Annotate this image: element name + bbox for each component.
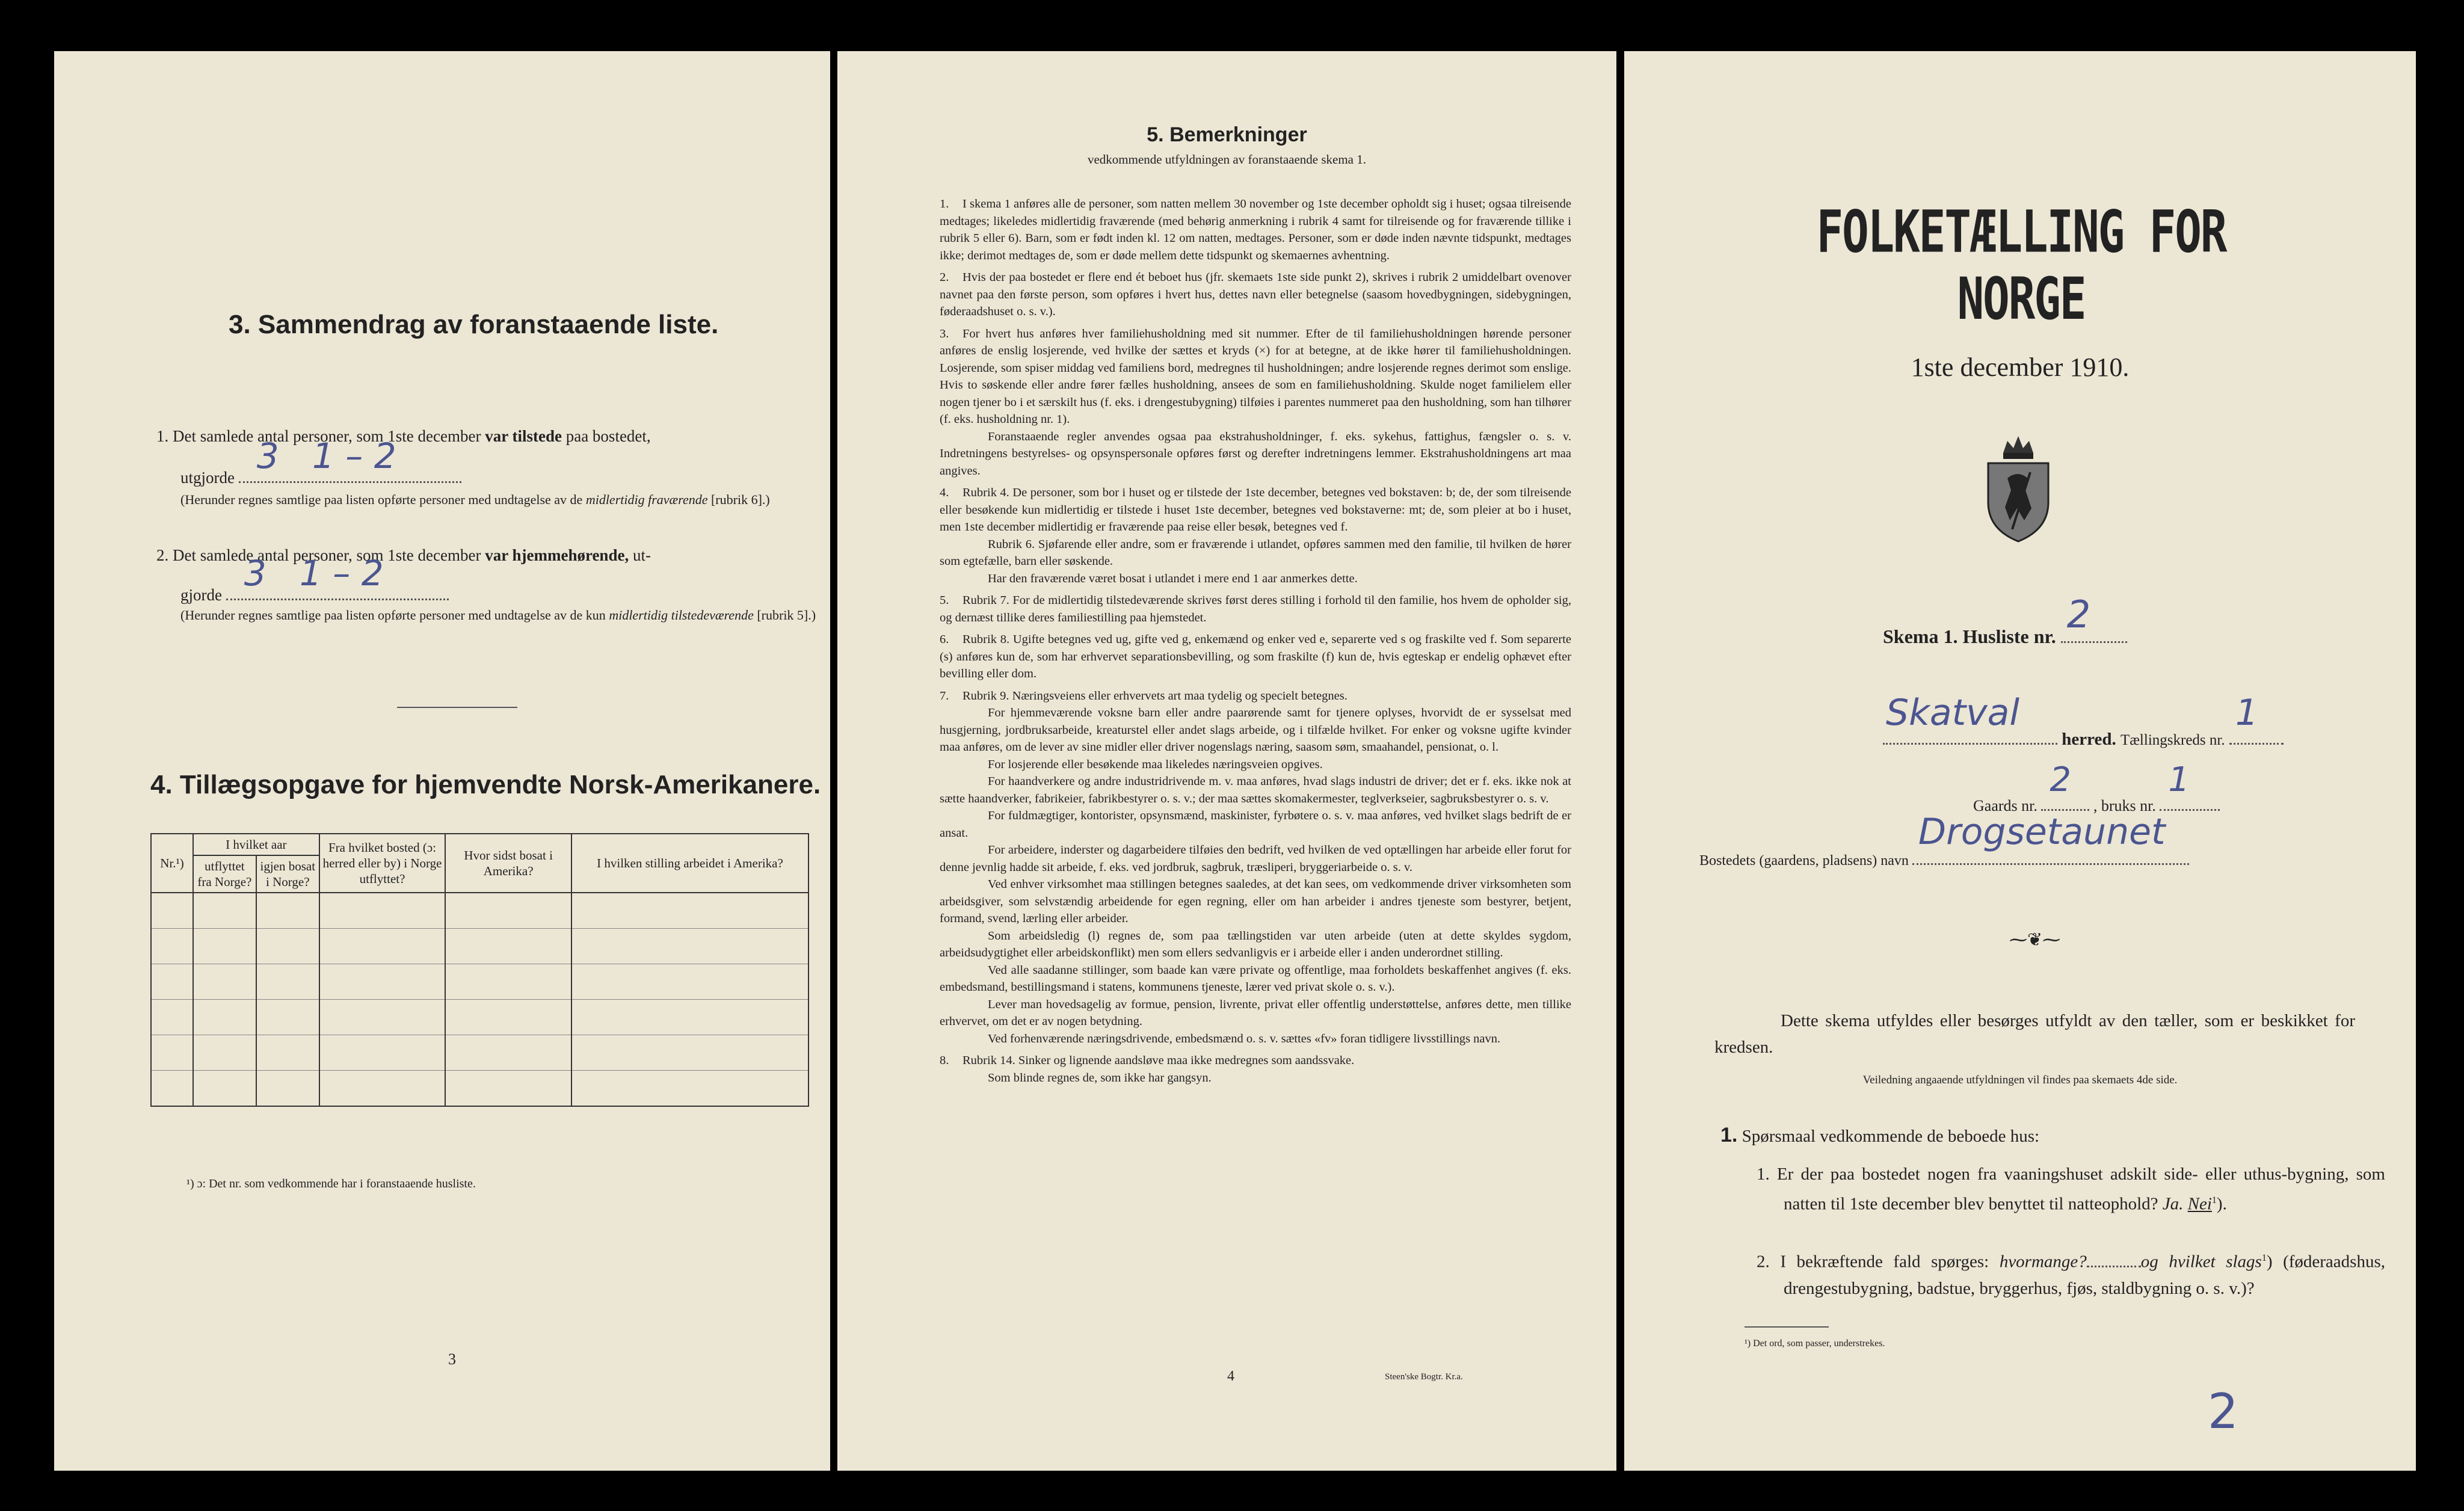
table-row: [151, 964, 808, 1000]
col-stilling: I hvilken stilling arbeidet i Amerika?: [571, 834, 808, 893]
herred-line: Skatval herred. Tællingskreds nr. 1: [1883, 719, 2364, 754]
skema-line: Skema 1. Husliste nr. 2: [1883, 620, 2127, 650]
questions-heading: 1. Spørsmaal vedkommende de beboede hus:: [1720, 1124, 2040, 1146]
page-number: 3: [448, 1350, 456, 1368]
section5-subtitle: vedkommende utfyldningen av foranstaaende skema 1.: [1087, 152, 1366, 167]
remark-item: For hjemmeværende voksne barn eller andre paarørende samt for tjenere oplyses, hvorvidt de er sysselsat med husgjerning, jordbruksarbeide, kreaturstel eller andet slags arbeide, og i tilfælde hvilket. For enker og voksne ugifte kvinder maa anføres, om de lever av sine midler eller driver nogenslags næring, saasom søm, smaahandel, pensionat, o. l.: [940, 706, 1571, 754]
section3-title: 3. Sammendrag av foranstaaende liste.: [229, 310, 719, 339]
table-row: [151, 929, 808, 964]
husliste-nr-value: 2: [2066, 592, 2091, 636]
page-number: 4: [1227, 1368, 1234, 1384]
table-row: [151, 1035, 808, 1071]
norsk-amerikanere-table: [150, 833, 809, 1107]
remark-item: 1. I skema 1 anføres alle de personer, som natten mellem 30 november og 1ste december opholdt sig i huset; ogsaa tilreisende medtages; likeledes midlertidig fraværende (med behørig anmerkning i rubrik 4 samt for tilreisende og for fraværende tillike i rubrik 5 eller 6). Barn, som er født inden kl. 12 om natten, medtages. Personer, som er døde inden nævnte tidspunkt, medtages ikke; derimot medtages de, som er døde mellem dette tidspunkt og skemaernes avhentning.: [940, 197, 1571, 262]
page-right: [1624, 51, 2416, 1471]
item1-handwritten-count: 3 1 – 2: [256, 435, 396, 476]
remark-item: Har den fraværende været bosat i utlandet i mere end 1 aar anmerkes dette.: [988, 571, 1358, 585]
item1: 1. Det samlede antal personer, som 1ste december var tilstede paa bostedet,: [156, 427, 651, 445]
footnote: ¹) Det ord, som passer, understrekes.: [1745, 1338, 1885, 1349]
census-date: 1ste december 1910.: [1911, 352, 2130, 382]
census-title: FOLKETÆLLING FOR NORGE: [1816, 198, 2226, 333]
herred-value: Skatval: [1886, 692, 2020, 734]
coat-of-arms-icon: [1976, 430, 2060, 544]
question-2: 2. I bekræftende fald spørges: hvormange? og hvilket slags$^1$) (føderaadshus, drengestubygning, badstue, bryggerhus, fjøs, staldbygning o. s. v.)?: [1757, 1252, 2386, 1298]
remark-item: Ved alle saadanne stillinger, som baade kan være private og offentlige, maa forholdets beskaffenhet angives (f. eks. embedsmand, bestillingsmand i statens, kommunens tjeneste, lærer ved privat skole o. s. v.).: [940, 963, 1571, 994]
remark-item: Som arbeidsledig (l) regnes de, som paa tællingstiden var uten arbeide (uten at dette skyldes sygdom, arbeidsudygtighet eller arbeidskonflikt) men som ellers sedvanligvis er i arbeide eller i anden underordnet stilling.: [940, 929, 1571, 959]
item2-handwritten-count: 3 1 – 2: [244, 553, 384, 594]
remarks-list: [940, 195, 1571, 1086]
item1-utgjorde: utgjorde 3 1 – 2: [180, 457, 602, 490]
remark-item: 4. Rubrik 4. De personer, som bor i huset og er tilstede der 1ste december, betegnes ved bokstaven: b; de, der som tilreisende eller besøkende kun midlertidig er tilstede i huset 1ste december, betegnes ved bokstaverne: mt; de, som pleier at bo i huset, men 1ste december midlertidig er fraværende paa reise eller besøk, betegnes ved f.: [940, 486, 1571, 534]
remark-item: 8. Rubrik 14. Sinker og lignende aandsløve maa ikke medregnes som aandssvake.: [940, 1054, 1355, 1067]
item1-note: (Herunder regnes samtlige paa listen opførte personer med undtagelse av de midlertidig fraværende [rubrik 6].): [180, 492, 770, 507]
bosted-line: Bostedets (gaardens, pladsens) navn Drogsetaunet: [1699, 839, 2361, 874]
question-1: 1. Er der paa bostedet nogen fra vaaningshuset adskilt side- eller uthus-bygning, som natten til 1ste december blev benyttet til natteophold? Ja. Nei$^1$).: [1757, 1165, 2385, 1214]
section5-title: 5. Bemerkninger: [1147, 123, 1307, 146]
remark-item: 6. Rubrik 8. Ugifte betegnes ved ug, gifte ved g, enkemænd og enker ved e, separerte ved s og fraskilte ved f. Som separerte (s) anføres kun de, som har erhvervet separationsbevilling, og som fraskilte (f) kun de, hvis egteskap er endelig ophævet efter bevilling eller dom.: [940, 633, 1571, 680]
col-igjen: igjen bosat i Norge?: [256, 855, 319, 893]
remark-item: 3. For hvert hus anføres hver familiehusholdning med sit nummer. Efter de til familiehusholdningen hørende personer anføres de enslig losjerende, ved hvilke der sættes et kryds (×) for at betegne, at de ikke hører til familiehusholdningen. Losjerende, som spiser middag ved familiens bord, medregnes til husholdningen; andre losjerende regnes derimot som enslige. Hvis to søskende eller andre fører fælles husholdning, ansees de som en familiehusholdning. Skulde noget familielem eller nogen tjener bo i et særskilt hus (f. eks. i drengestubygning) tilføies i parentes nummeret paa den husholdning, som han tilhører (f. eks. husholdning nr. 1).: [940, 327, 1571, 426]
table-row: [151, 1071, 808, 1107]
table-row: [151, 1000, 808, 1035]
table-row: [151, 893, 808, 929]
remark-item: 2. Hvis der paa bostedet er flere end ét beboet hus (jfr. skemaets 1ste side punkt 2), skrives i rubrik 2 umiddelbart ovenover navnet paa den første person, som opføres i hvert hus, dettes navn eller betegnelse (saasom hovedbygningen, sidebygningen, føderaadshuset o. s. v.).: [940, 271, 1571, 318]
page-left: [54, 51, 830, 1471]
gaards-line: Gaards nr. 2 , bruks nr. 1: [1973, 785, 2334, 819]
remark-item: Ved enhver virksomhet maa stillingen betegnes saaledes, at det kan sees, om vedkommende driver virksomheten som arbeidsgiver, som selvstændig arbeidende for egen regning, eller om han arbeider i andres tjeneste som bestyrer, betjent, formand, svend, lærling eller arbeider.: [940, 878, 1571, 925]
veiledning-note: Veiledning angaaende utfyldningen vil findes paa skemaets 4de side.: [1862, 1074, 2178, 1086]
col-utflyttet: utflyttet fra Norge?: [193, 855, 256, 893]
corner-mark: 2: [2208, 1383, 2238, 1439]
divider: [397, 707, 517, 708]
bruks-value: 1: [2168, 760, 2190, 799]
item2: 2. Det samlede antal personer, som 1ste december var hjemmehørende, ut-: [156, 546, 651, 564]
col-sidst: Hvor sidst bosat i Amerika?: [445, 834, 571, 893]
answer-nei: Nei: [2187, 1194, 2212, 1214]
printer-mark: Steen'ske Bogtr. Kr.a.: [1385, 1372, 1463, 1382]
remark-item: For losjerende eller besøkende maa likeledes næringsveien opgives.: [988, 757, 1323, 771]
col-fra: Fra hvilket bosted (ɔ: herred eller by) i Norge utflyttet?: [319, 834, 446, 893]
remark-item: Rubrik 6. Sjøfarende eller andre, som er fraværende i utlandet, opføres sammen med den familie, til hvilken de hører som egtefælle, barn eller søskende.: [940, 537, 1571, 568]
item2-note: (Herunder regnes samtlige paa listen opførte personer med undtagelse av de kun midlertidig tilstedeværende [rubrik 5].): [180, 608, 816, 623]
remark-item: For haandverkere og andre industridrivende m. v. maa anføres, hvad slags industri de driver; det er f. eks. ikke nok at sætte haandverker, fabrikeier, fabrikbestyrer o. s. v.; der maa sættes skomakermester, teglverkseier, sagbruksbestyrer o. s. v.: [940, 775, 1571, 805]
col-nr: Nr.¹): [151, 834, 193, 893]
remark-item: Foranstaaende regler anvendes ogsaa paa ekstrahusholdninger, f. eks. sykehus, fattighus, fængsler o. s. v. Indretningens bestyrelses- og opsynspersonale opføres først og derefter indretningens lemmer. Ekstrahusholdningens art maa angives.: [940, 429, 1571, 478]
remark-item: For fuldmægtiger, kontorister, opsynsmænd, maskinister, fyrbøtere o. s. v. maa anføres, ved hvilket slags bedrift de er ansat.: [940, 809, 1571, 840]
krets-value: 1: [2235, 692, 2259, 734]
remark-item: 7. Rubrik 9. Næringsveiens eller erhvervets art maa tydelig og specielt betegnes.: [940, 689, 1348, 703]
ornament-icon: ⁓❦⁓: [2009, 930, 2061, 950]
gaards-value: 2: [2050, 760, 2071, 799]
section4-title: 4. Tillægsopgave for hjemvendte Norsk-Amerikanere.: [150, 770, 821, 799]
footnote: ¹) ɔ: Det nr. som vedkommende har i foranstaaende husliste.: [186, 1177, 476, 1190]
col-group-year: I hvilket aar: [193, 834, 319, 855]
page-middle: [837, 51, 1616, 1471]
remark-item: Lever man hovedsagelig av formue, pension, livrente, privat eller offentlig understøttelse, anføres dette, men tillike erhvervet, om det er av nogen betydning.: [940, 997, 1571, 1028]
remark-item: 5. Rubrik 7. For de midlertidig tilstedeværende skrives først deres stilling i forhold til den familie, hos hvem de opholder sig, og dernæst tillike deres familiestilling paa hjemstedet.: [940, 594, 1571, 624]
remark-item: Ved forhenværende næringsdrivende, embedsmænd o. s. v. sættes «fv» foran tidligere livsstillings navn.: [988, 1032, 1501, 1045]
bosted-value: Drogsetaunet: [1918, 811, 2166, 853]
intro-text: Dette skema utfyldes eller besørges utfyldt av den tæller, som er beskikket for kredsen.: [1714, 1011, 2355, 1057]
remark-item: Som blinde regnes de, som ikke har gangsyn.: [988, 1071, 1212, 1085]
item2-utgjorde: gjorde 3 1 – 2: [180, 574, 602, 607]
remark-item: For arbeidere, inderster og dagarbeidere tilføies den bedrift, ved hvilken de ved optællingen har arbeide eller forut for denne jevnlig hadde sit arbeide, f. eks. ved jordbruk, sagbruk, træsliperi, bryggeriarbeide o. s. v.: [940, 843, 1571, 874]
